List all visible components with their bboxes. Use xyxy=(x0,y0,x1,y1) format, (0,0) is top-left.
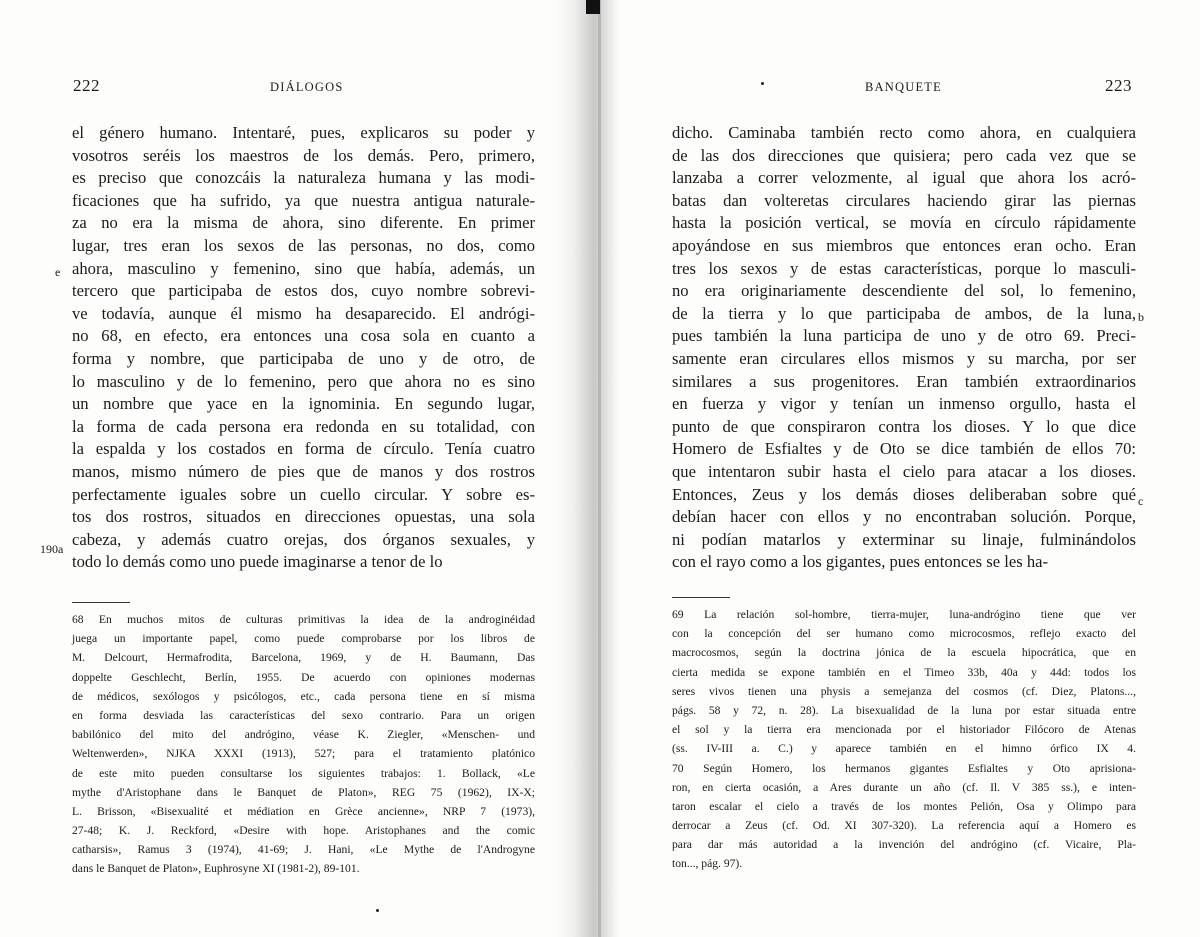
text-line: cabeza, y además cuatro orejas, dos órganos sexuales, y xyxy=(72,529,535,549)
footnote-line: derrocar a Zeus (cf. Od. XI 307-320). La referencia aquí a Homero es xyxy=(672,819,1136,833)
text-line: punto de que conspiraron contra los dioses. Y lo que dice xyxy=(672,416,1136,436)
speck xyxy=(376,909,379,912)
text-line: Homero de Esfialtes y de Oto se dice también de ellos 70: xyxy=(672,439,1136,459)
speck xyxy=(761,82,764,85)
footnote-line: macrocosmos, según la doctrina jónica de la escuela hipocrática, que en xyxy=(672,646,1136,660)
gutter-fold xyxy=(598,0,601,937)
footnote-line: seres vivos tienen una physis a semejanza del cosmos (cf. Diez, Platons..., xyxy=(672,684,1136,698)
text-line: lo masculino y de lo femenino, pero que ahora no es sino xyxy=(72,371,535,391)
text-line: manos, mismo número de pies que de manos y dos rostros xyxy=(72,461,535,481)
text-line: no era originariamente descendiente del sol, lo femenino, xyxy=(672,281,1136,301)
page-number: 222 xyxy=(73,76,100,95)
footnote-line: mythe d'Aristophane dans le Banquet de Platon», REG 75 (1962), IX-X; xyxy=(72,785,535,799)
text-line: es preciso que conozcáis la naturaleza humana y las modi- xyxy=(72,168,535,188)
footnote-line: págs. 58 y 72, n. 28). La bisexualidad de la luna por estar situada entre xyxy=(672,703,1136,717)
footnote-line: M. Delcourt, Hermafrodita, Barcelona, 1969, y de H. Baumann, Das xyxy=(72,651,535,665)
text-line: de la tierra y lo que participaba de ambos, de la luna, xyxy=(672,303,1136,323)
text-line: pues también la luna participa de uno y de otro 69. Preci- xyxy=(672,326,1136,346)
text-line: tres los sexos y de estas características, porque lo masculi- xyxy=(672,258,1136,278)
margin-note: c xyxy=(1138,494,1144,508)
running-head: BANQUETE xyxy=(865,80,942,94)
text-line: tos dos rostros, situados en direcciones opuestas, una sola xyxy=(72,507,535,527)
body-text xyxy=(72,122,535,574)
footnotes xyxy=(72,610,535,879)
text-line: no 68, en efecto, era entonces una cosa sola en cuanto a xyxy=(72,326,535,346)
text-line: ficaciones que ha sufrido, ya que nuestra antigua naturale- xyxy=(72,190,535,210)
text-line: de las dos direcciones que quisiera; pero cada vez que se xyxy=(672,145,1136,165)
footnotes xyxy=(672,605,1136,874)
text-line: con el rayo como a los gigantes, pues entonces se les ha- xyxy=(672,552,1049,572)
running-head: DIÁLOGOS xyxy=(270,80,344,94)
text-line: forma y nombre, que participaba de uno y de otro, de xyxy=(72,348,535,368)
text-line: un nombre que yace en la ignominia. En segundo lugar, xyxy=(72,394,535,414)
text-line: vosotros seréis los maestros de los demás. Pero, primero, xyxy=(72,145,535,165)
footnote-line: 70 Según Homero, los hermanos gigantes Esfialtes y Oto aprisiona- xyxy=(672,761,1136,775)
text-line: lugar, tres eran los sexos de las personas, no dos, como xyxy=(72,235,535,255)
footnote-line: en forma desviada las características del sexo contrario. Para un origen xyxy=(72,708,535,722)
text-line: el género humano. Intentaré, pues, explicaros su poder y xyxy=(72,123,535,142)
footnote-rule xyxy=(72,602,130,603)
footnote-line: de este mito pueden consultarse los siguientes trabajos: 1. Bollack, «Le xyxy=(72,766,535,780)
text-line: todo lo demás como uno puede imaginarse a tenor de lo xyxy=(72,552,443,572)
text-line: ni podían matarlos y exterminar su linaje, fulminándolos xyxy=(672,529,1136,549)
footnote-line: taron escalar el cielo a través de los montes Pelión, Osa y Olimpo para xyxy=(672,799,1136,813)
text-line: dicho. Caminaba también recto como ahora, en cualquiera xyxy=(672,123,1136,142)
text-line: apoyándose en sus miembros que entonces eran ocho. Eran xyxy=(672,235,1136,255)
footnote-line: 68 En muchos mitos de culturas primitivas la idea de la androginéidad xyxy=(72,613,535,626)
footnote-line: 27-48; K. J. Reckford, «Desire with hope. Aristophanes and the comic xyxy=(72,824,535,838)
text-line: debían hacer con ellos y no encontraban solución. Porque, xyxy=(672,507,1136,527)
footnote-line: (ss. IV-III a. C.) y aparece también en el himno órfico IX 4. xyxy=(672,742,1136,756)
footnote-line: juega un importante papel, como puede comprobarse por los libros de xyxy=(72,632,535,646)
text-line: tercero que participaba de estos dos, cuyo nombre sobrevi- xyxy=(72,281,535,301)
footnote-line: doppelte Geschlecht, Berlín, 1955. De acuerdo con opiniones modernas xyxy=(72,670,535,684)
footnote-line: con la concepción del ser humano como microcosmos, reflejo exacto del xyxy=(672,627,1136,641)
footnote-line: de médicos, sexólogos y psicólogos, etc., cada persona tiene en sí misma xyxy=(72,689,535,703)
footnote-line: dans le Banquet de Platon», Euphrosyne XI (1981-2), 89-101. xyxy=(72,862,360,876)
text-line: za no era la misma de ahora, sino diferente. En primer xyxy=(72,213,535,233)
text-line: Entonces, Zeus y los demás dioses deliberaban sobre qué xyxy=(672,484,1136,504)
footnote-line: L. Brisson, «Bisexualité et médiation en Grèce ancienne», NRP 7 (1973), xyxy=(72,804,535,818)
footnote-line: el sol y la tierra era mencionada por el historiador Filócoro de Atenas xyxy=(672,723,1136,737)
margin-note: 190a xyxy=(40,542,64,556)
text-line: que intentaron subir hasta el cielo para atacar a los dioses. xyxy=(672,461,1136,481)
text-line: ve todavía, aunque él mismo ha desaparecido. El andrógi- xyxy=(72,303,535,323)
page-number: 223 xyxy=(1105,76,1132,95)
footnote-line: ron, en cierta ocasión, a Ares durante un año (cf. Il. V 385 ss.), e inten- xyxy=(672,780,1136,794)
footnote-line: cierta medida se expone también en el Timeo 33b, 40a y 44d: todos los xyxy=(672,665,1136,679)
right-page xyxy=(610,0,1200,937)
left-page xyxy=(0,0,580,937)
text-line: la forma de cada persona era redonda en su totalidad, con xyxy=(72,416,535,436)
footnote-line: babilónico del mito del andrógino, véase K. Ziegler, «Menschen- und xyxy=(72,728,535,742)
footnote-line: Weltenwerden», NJKA XXXI (1913), 527; para el tratamiento platónico xyxy=(72,747,535,761)
text-line: en fuerza y vigor y tenían un inmenso orgullo, hasta el xyxy=(672,394,1136,414)
text-line: ahora, masculino y femenino, sino que había, además, un xyxy=(72,258,535,278)
footnote-line: para dar más autoridad a la invención del andrógino (cf. Vicaire, Pla- xyxy=(672,838,1136,852)
text-line: la espalda y los costados en forma de círculo. Tenía cuatro xyxy=(72,439,535,459)
margin-note: e xyxy=(55,265,61,279)
footnote-line: ton..., pág. 97). xyxy=(672,857,743,871)
binding-mark xyxy=(586,0,600,14)
text-line: batas dan volteretas circulares haciendo girar las piernas xyxy=(672,190,1136,210)
footnote-rule xyxy=(672,597,730,598)
text-line: lanzaba a correr velozmente, al igual que ahora los acró- xyxy=(672,168,1136,188)
text-line: perfectamente iguales sobre un cuello circular. Y sobre es- xyxy=(72,484,535,504)
text-line: hasta la posición vertical, se movía en círculo rápidamente xyxy=(672,213,1136,233)
text-line: similares a sus progenitores. Eran también extraordinarios xyxy=(672,371,1136,391)
margin-note: b xyxy=(1138,310,1144,324)
footnote-line: 69 La relación sol-hombre, tierra-mujer, luna-andrógino tiene que ver xyxy=(672,608,1136,621)
body-text xyxy=(672,122,1136,574)
text-line: samente eran circulares ellos mismos y su marcha, por ser xyxy=(672,348,1136,368)
footnote-line: catharsis», Ramus 3 (1974), 41-69; J. Hani, «Le Mythe de l'Androgyne xyxy=(72,843,535,857)
